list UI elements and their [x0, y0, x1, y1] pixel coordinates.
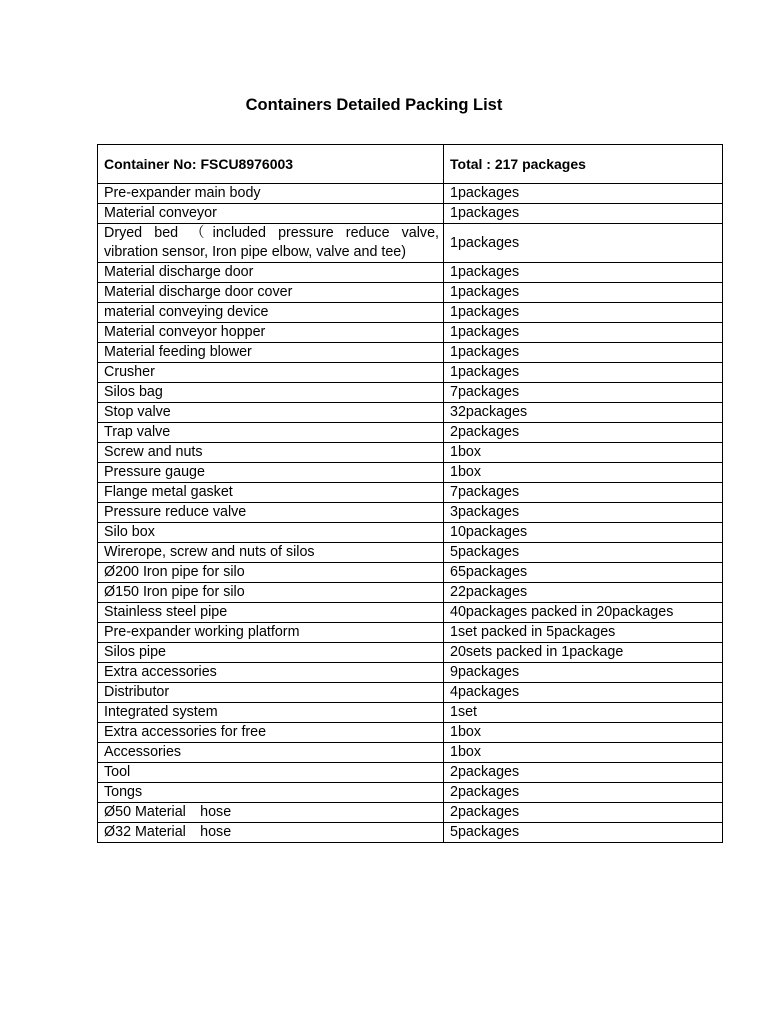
- item-quantity: 1packages: [444, 283, 723, 303]
- item-quantity: 2packages: [444, 803, 723, 823]
- table-header-row: [98, 145, 723, 184]
- table-row: [98, 643, 723, 663]
- table-row: [98, 583, 723, 603]
- item-name: Extra accessories: [98, 663, 444, 683]
- table-row: [98, 503, 723, 523]
- item-name: Material conveyor: [98, 204, 444, 224]
- item-name: Dryed bed （included pressure reduce valve, vibration sensor, Iron pipe elbow, valve and tee): [98, 224, 444, 263]
- item-quantity: 1packages: [444, 224, 723, 263]
- total-packages: Total : 217 packages: [444, 145, 723, 184]
- item-quantity: 1box: [444, 463, 723, 483]
- item-name: Silos bag: [98, 383, 444, 403]
- table-row: [98, 283, 723, 303]
- item-quantity: 1box: [444, 443, 723, 463]
- item-quantity: 1packages: [444, 303, 723, 323]
- item-quantity: 7packages: [444, 483, 723, 503]
- item-name: Accessories: [98, 743, 444, 763]
- item-name: Extra accessories for free: [98, 723, 444, 743]
- item-name: Tongs: [98, 783, 444, 803]
- table-row: [98, 343, 723, 363]
- table-row: [98, 224, 723, 263]
- table-row: [98, 184, 723, 204]
- item-quantity: 5packages: [444, 543, 723, 563]
- item-quantity: 40packages packed in 20packages: [444, 603, 723, 623]
- item-name: Ø50 Material hose: [98, 803, 444, 823]
- item-quantity: 1set packed in 5packages: [444, 623, 723, 643]
- item-quantity: 1packages: [444, 323, 723, 343]
- item-quantity: 2packages: [444, 423, 723, 443]
- table-row: [98, 723, 723, 743]
- table-row: [98, 323, 723, 343]
- table-row: [98, 303, 723, 323]
- item-quantity: 5packages: [444, 823, 723, 843]
- item-name: Distributor: [98, 683, 444, 703]
- table-row: [98, 763, 723, 783]
- item-quantity: 3packages: [444, 503, 723, 523]
- item-name: Screw and nuts: [98, 443, 444, 463]
- item-quantity: 1packages: [444, 204, 723, 224]
- item-quantity: 7packages: [444, 383, 723, 403]
- item-quantity: 1packages: [444, 343, 723, 363]
- item-name: Integrated system: [98, 703, 444, 723]
- container-number: Container No: FSCU8976003: [98, 145, 444, 184]
- table-row: [98, 703, 723, 723]
- table-row: [98, 603, 723, 623]
- item-name: Crusher: [98, 363, 444, 383]
- table-row: [98, 463, 723, 483]
- item-quantity: 4packages: [444, 683, 723, 703]
- item-name: Wirerope, screw and nuts of silos: [98, 543, 444, 563]
- item-name: Pre-expander main body: [98, 184, 444, 204]
- table-row: [98, 204, 723, 224]
- table-row: [98, 523, 723, 543]
- item-quantity: 1box: [444, 743, 723, 763]
- item-name: Flange metal gasket: [98, 483, 444, 503]
- table-row: [98, 263, 723, 283]
- item-quantity: 2packages: [444, 783, 723, 803]
- item-name: Material discharge door cover: [98, 283, 444, 303]
- table-row: [98, 383, 723, 403]
- table-row: [98, 803, 723, 823]
- item-name: Trap valve: [98, 423, 444, 443]
- table-row: [98, 663, 723, 683]
- item-name: Pressure gauge: [98, 463, 444, 483]
- item-name: Material conveyor hopper: [98, 323, 444, 343]
- table-row: [98, 783, 723, 803]
- item-name: Pressure reduce valve: [98, 503, 444, 523]
- item-name: Material discharge door: [98, 263, 444, 283]
- item-quantity: 1set: [444, 703, 723, 723]
- page-title: Containers Detailed Packing List: [245, 96, 503, 114]
- table-row: [98, 563, 723, 583]
- item-name: Silos pipe: [98, 643, 444, 663]
- item-quantity: 10packages: [444, 523, 723, 543]
- item-name: Material feeding blower: [98, 343, 444, 363]
- item-quantity: 65packages: [444, 563, 723, 583]
- item-name: Tool: [98, 763, 444, 783]
- table-row: [98, 743, 723, 763]
- item-quantity: 1box: [444, 723, 723, 743]
- packing-list-table: [97, 144, 723, 843]
- item-quantity: 9packages: [444, 663, 723, 683]
- table-row: [98, 483, 723, 503]
- table-row: [98, 363, 723, 383]
- item-name: Stainless steel pipe: [98, 603, 444, 623]
- table-row: [98, 443, 723, 463]
- item-name: Ø200 Iron pipe for silo: [98, 563, 444, 583]
- table-row: [98, 403, 723, 423]
- table-row: [98, 683, 723, 703]
- item-quantity: 1packages: [444, 184, 723, 204]
- item-name: Silo box: [98, 523, 444, 543]
- table-row: [98, 543, 723, 563]
- item-name: Ø150 Iron pipe for silo: [98, 583, 444, 603]
- item-name: Stop valve: [98, 403, 444, 423]
- item-quantity: 2packages: [444, 763, 723, 783]
- table-row: [98, 823, 723, 843]
- item-name: Ø32 Material hose: [98, 823, 444, 843]
- item-quantity: 1packages: [444, 263, 723, 283]
- table-row: [98, 623, 723, 643]
- item-quantity: 32packages: [444, 403, 723, 423]
- table-row: [98, 423, 723, 443]
- item-quantity: 22packages: [444, 583, 723, 603]
- item-name: Pre-expander working platform: [98, 623, 444, 643]
- item-quantity: 1packages: [444, 363, 723, 383]
- item-quantity: 20sets packed in 1package: [444, 643, 723, 663]
- item-name: material conveying device: [98, 303, 444, 323]
